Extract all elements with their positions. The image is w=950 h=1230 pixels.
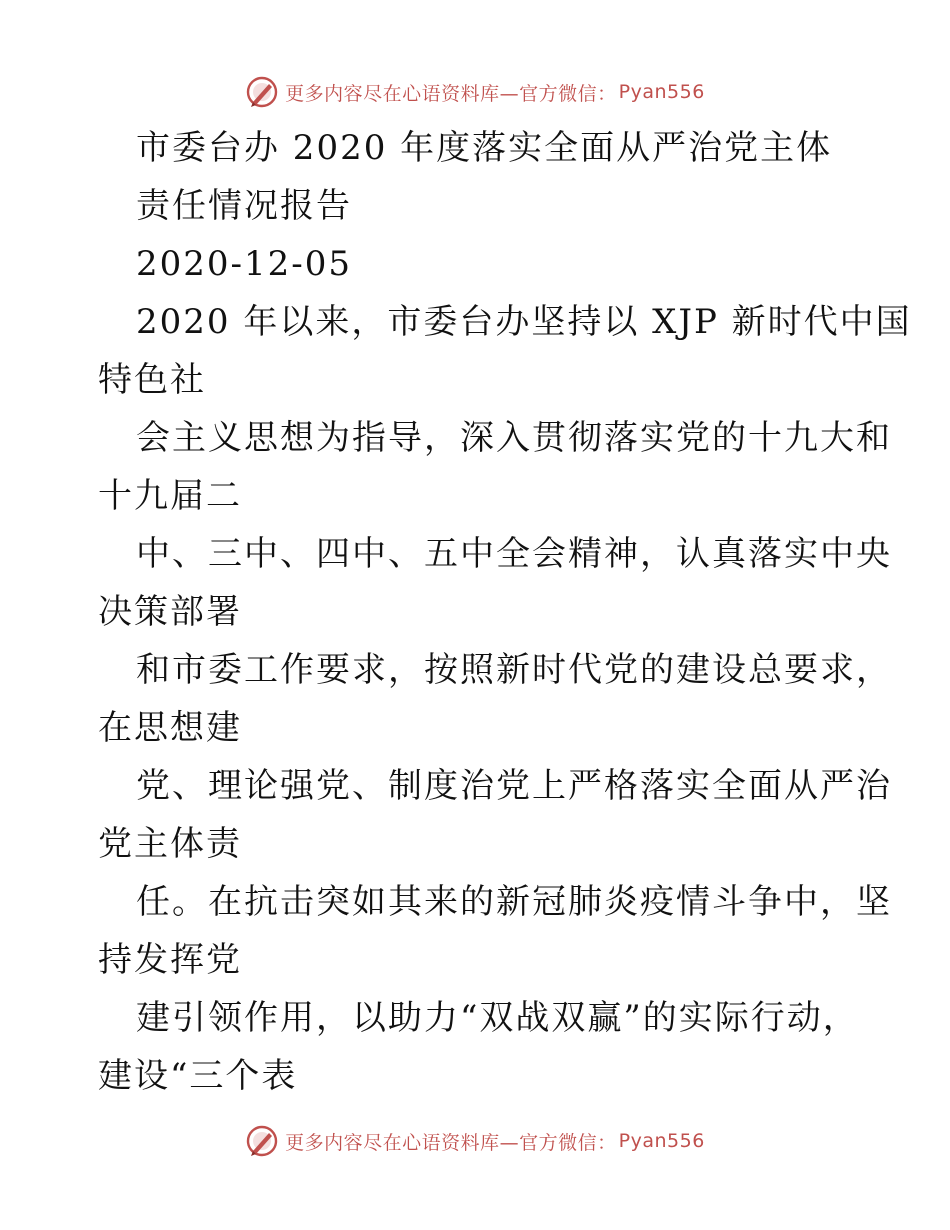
body-line: 持发挥党	[98, 940, 242, 980]
document-title-line-2: 责任情况报告	[136, 186, 352, 226]
pen-logo-icon	[245, 1124, 279, 1158]
footer-watermark	[0, 1121, 950, 1161]
watermark-wechat-id: Pyan556	[618, 1130, 705, 1152]
body-line: 任。在抗击突如其来的新冠肺炎疫情斗争中，坚	[136, 882, 892, 922]
body-line: 建引领作用，以助力“双战双赢”的实际行动，	[136, 998, 859, 1038]
body-line: 会主义思想为指导，深入贯彻落实党的十九大和	[136, 418, 892, 458]
document-title-line-1: 市委台办 2020 年度落实全面从严治党主体	[136, 128, 833, 168]
body-line: 建设“三个表	[98, 1056, 298, 1096]
body-line: 十九届二	[98, 476, 242, 516]
body-line: 决策部署	[98, 592, 242, 632]
document-date: 2020-12-05	[136, 244, 353, 284]
body-line: 党、理论强党、制度治党上严格落实全面从严治	[136, 766, 892, 806]
body-line: 和市委工作要求，按照新时代党的建设总要求，	[136, 650, 892, 690]
header-watermark	[0, 72, 950, 112]
body-line: 党主体责	[98, 824, 242, 864]
body-line: 在思想建	[98, 708, 242, 748]
body-line: 中、三中、四中、五中全会精神，认真落实中央	[136, 534, 892, 574]
body-line: 特色社	[98, 360, 206, 400]
watermark-text: 更多内容尽在心语资料库—官方微信：	[285, 82, 617, 105]
pen-logo-icon	[245, 75, 279, 109]
body-line: 2020 年以来，市委台办坚持以 XJP 新时代中国	[136, 302, 912, 342]
watermark-text: 更多内容尽在心语资料库—官方微信：	[285, 1131, 617, 1154]
watermark-wechat-id: Pyan556	[618, 81, 705, 103]
